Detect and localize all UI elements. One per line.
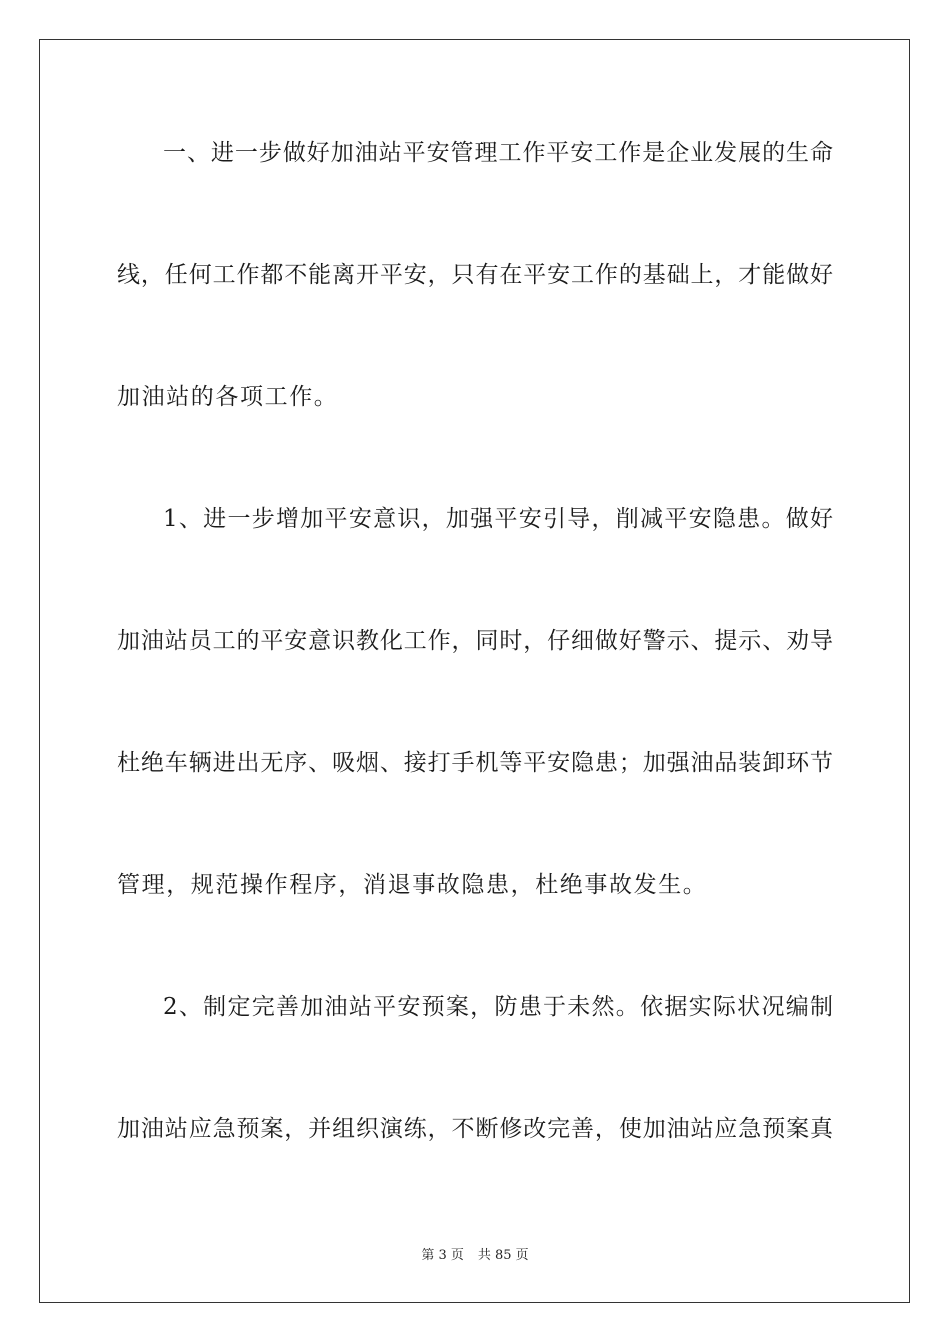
paragraph-2-line-3: 杜绝车辆进出无序、吸烟、接打手机等平安隐患；加强油品装卸环节 bbox=[117, 750, 833, 776]
paragraph-1-line-2: 线，任何工作都不能离开平安，只有在平安工作的基础上，才能做好 bbox=[117, 262, 833, 288]
paragraph-2-line-1: 1、进一步增加平安意识，加强平安引导，削减平安隐患。做好 bbox=[163, 506, 833, 532]
page-number: 第 3 页 bbox=[421, 1248, 464, 1263]
paragraph-3-line-2: 加油站应急预案，并组织演练，不断修改完善，使加油站应急预案真 bbox=[117, 1116, 833, 1142]
paragraph-1-line-3: 加油站的各项工作。 bbox=[117, 384, 339, 410]
page-total: 共 85 页 bbox=[477, 1248, 529, 1263]
paragraph-3-line-1: 2、制定完善加油站平安预案，防患于未然。依据实际状况编制 bbox=[163, 994, 833, 1020]
paragraph-2-line-2: 加油站员工的平安意识教化工作，同时，仔细做好警示、提示、劝导 bbox=[117, 628, 833, 654]
paragraph-2-line-4: 管理，规范操作程序，消退事故隐患，杜绝事故发生。 bbox=[117, 872, 708, 898]
paragraph-1-line-1: 一、进一步做好加油站平安管理工作平安工作是企业发展的生命 bbox=[163, 140, 833, 166]
page-footer bbox=[0, 1247, 950, 1265]
